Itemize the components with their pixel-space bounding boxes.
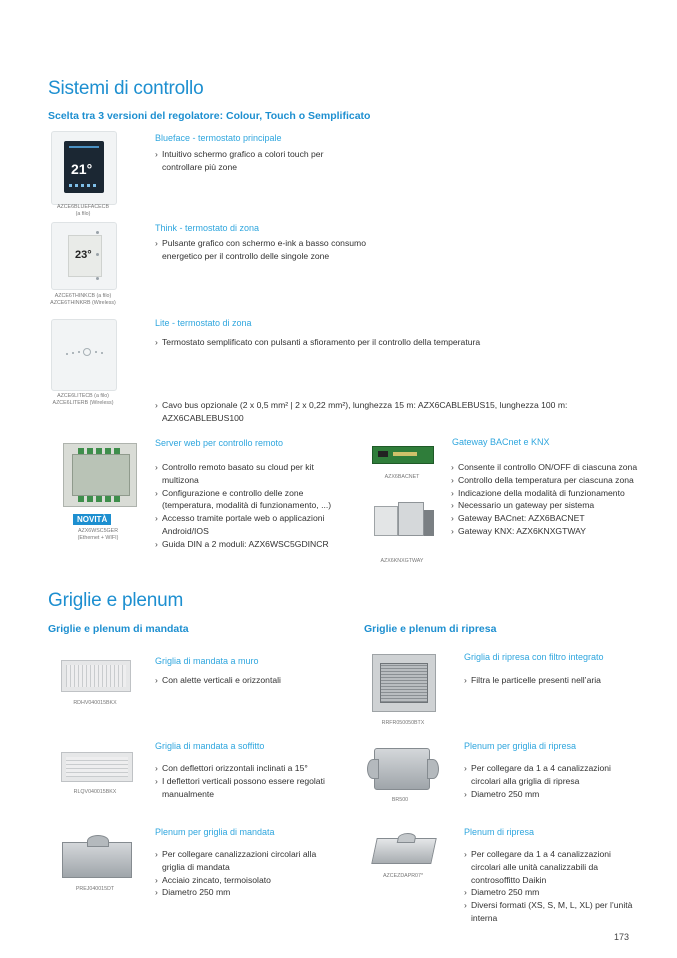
list-item: › Accesso tramite portale web o applicazioni Android/IOS <box>155 512 347 538</box>
list-item: › I deflettori verticali possono essere regolati manualmente <box>155 775 340 801</box>
list-item: › Guida DIN a 2 moduli: AZX6WSC5GDINCR <box>155 538 347 551</box>
ceiling-grille-heading: Griglia di mandata a soffitto <box>155 741 265 751</box>
filter-grille-image <box>372 654 436 712</box>
return-grille-plenum-heading: Plenum per griglia di ripresa <box>464 741 577 751</box>
blueface-heading: Blueface - termostato principale <box>155 133 282 143</box>
knx-gateway-image <box>374 500 436 546</box>
supply-plenum-caption: PREJ040015DT <box>75 886 115 892</box>
list-item: › Configurazione e controllo delle zone (temperatura, modalità di funzionamento, ...) <box>155 487 347 513</box>
return-title: Griglie e plenum di ripresa <box>364 623 497 635</box>
think-caption: AZCE6THINKCB (a filo) AZCE6THINKRB (Wireless) <box>50 293 116 306</box>
list-item: › Per collegare canalizzazioni circolari alla griglia di mandata <box>155 848 340 874</box>
supply-title: Griglie e plenum di mandata <box>48 623 189 635</box>
list-item: › Termostato semplificato con pulsanti a sfioramento per il controllo della temperatura <box>155 336 595 349</box>
list-item: › Diversi formati (XS, S, M, L, XL) per l’unità interna <box>464 899 634 925</box>
list-item: › Gateway KNX: AZX6KNXGTWAY <box>451 525 641 538</box>
blueface-caption: AZCE6BLUEFACECB (a filo) <box>56 204 110 217</box>
lite-caption: AZCE6LITECB (a filo) AZCE6LITERB (Wireless) <box>52 393 114 406</box>
list-item: › Con deflettori orizzontali inclinati a 15° <box>155 762 340 775</box>
lite-bullets <box>155 336 595 349</box>
filter-grille-heading: Griglia di ripresa con filtro integrato <box>464 652 604 662</box>
knx-caption: AZX6KNXGTWAY <box>380 558 424 564</box>
return-plenum-image <box>371 838 437 864</box>
gateway-bullets <box>451 461 641 538</box>
list-item: › Necessario un gateway per sistema <box>451 499 641 512</box>
list-item: › Per collegare da 1 a 4 canalizzazioni circolari alle unità canalizzabili da controsoffitto Daikin <box>464 848 634 886</box>
return-grille-plenum-bullets <box>464 762 634 800</box>
return-plenum-caption: AZCEZDAPR07* <box>382 873 424 879</box>
webserver-image <box>63 443 137 507</box>
list-item: › Con alette verticali e orizzontali <box>155 674 345 687</box>
list-item: › Controllo remoto basato su cloud per kit multizona <box>155 461 347 487</box>
bacnet-gateway-image <box>372 446 434 464</box>
think-screen-temp: 23° <box>75 249 92 261</box>
list-item: › Acciaio zincato, termoisolato <box>155 874 340 887</box>
return-grille-plenum-image <box>374 748 430 790</box>
supply-plenum-bullets <box>155 848 340 899</box>
list-item: › Cavo bus opzionale (2 x 0,5 mm² | 2 x 0,22 mm²), lunghezza 15 m: AZX6CABLEBUS15, lunghezza 100 m: AZX6CABLEBUS100 <box>155 399 615 425</box>
novita-badge: NOVITÀ <box>73 514 111 525</box>
section-title-grilles: Griglie e plenum <box>48 590 184 611</box>
supply-plenum-heading: Plenum per griglia di mandata <box>155 827 275 837</box>
list-item: › Filtra le particelle presenti nell’aria <box>464 674 644 687</box>
think-bullets <box>155 237 395 263</box>
control-subtitle: Scelta tra 3 versioni del regolatore: Colour, Touch o Semplificato <box>48 110 371 122</box>
list-item: › Intuitivo schermo grafico a colori touch per controllare più zone <box>155 148 340 174</box>
ceiling-grille-caption: RLQV040015BKX <box>73 789 117 795</box>
wall-grille-heading: Griglia di mandata a muro <box>155 656 259 666</box>
list-item: › Controllo della temperatura per ciascuna zona <box>451 474 641 487</box>
list-item: › Indicazione della modalità di funzionamento <box>451 487 641 500</box>
return-plenum-bullets <box>464 848 634 925</box>
webserver-bullets <box>155 461 347 551</box>
supply-plenum-image <box>62 842 132 878</box>
filter-grille-caption: RRFR050050BTX <box>381 720 425 726</box>
ceiling-grille-bullets <box>155 762 340 800</box>
wall-grille-bullets <box>155 674 345 687</box>
blueface-screen-temp: 21° <box>71 161 93 177</box>
blueface-bullets <box>155 148 340 174</box>
gateway-heading: Gateway BACnet e KNX <box>452 437 550 447</box>
list-item: › Gateway BACnet: AZX6BACNET <box>451 512 641 525</box>
blueface-thermostat-image <box>51 131 117 205</box>
cable-bullet-list <box>155 399 615 425</box>
lite-thermostat-image <box>51 319 117 391</box>
list-item: › Diametro 250 mm <box>464 788 634 801</box>
list-item: › Diametro 250 mm <box>155 886 340 899</box>
wall-grille-image <box>61 660 131 692</box>
webserver-caption: AZX6WSC5GER (Ethernet + WIFI) <box>77 528 119 541</box>
think-heading: Think - termostato di zona <box>155 223 260 233</box>
list-item: › Per collegare da 1 a 4 canalizzazioni circolari alla griglia di ripresa <box>464 762 634 788</box>
wall-grille-caption: RDHV040015BKX <box>73 700 117 706</box>
page-number: 173 <box>614 932 630 942</box>
filter-grille-bullets <box>464 674 644 687</box>
list-item: › Pulsante grafico con schermo e-ink a basso consumo energetico per il controllo delle singole zone <box>155 237 395 263</box>
think-thermostat-image <box>51 222 117 290</box>
webserver-heading: Server web per controllo remoto <box>155 438 284 448</box>
return-grille-plenum-caption: BR500 <box>391 797 409 803</box>
return-plenum-heading: Plenum di ripresa <box>464 827 535 837</box>
ceiling-grille-image <box>61 752 133 782</box>
lite-heading: Lite - termostato di zona <box>155 318 252 328</box>
section-title-control: Sistemi di controllo <box>48 78 204 99</box>
list-item: › Consente il controllo ON/OFF di ciascuna zona <box>451 461 641 474</box>
bacnet-caption: AZX6BACNET <box>384 474 420 480</box>
list-item: › Diametro 250 mm <box>464 886 634 899</box>
